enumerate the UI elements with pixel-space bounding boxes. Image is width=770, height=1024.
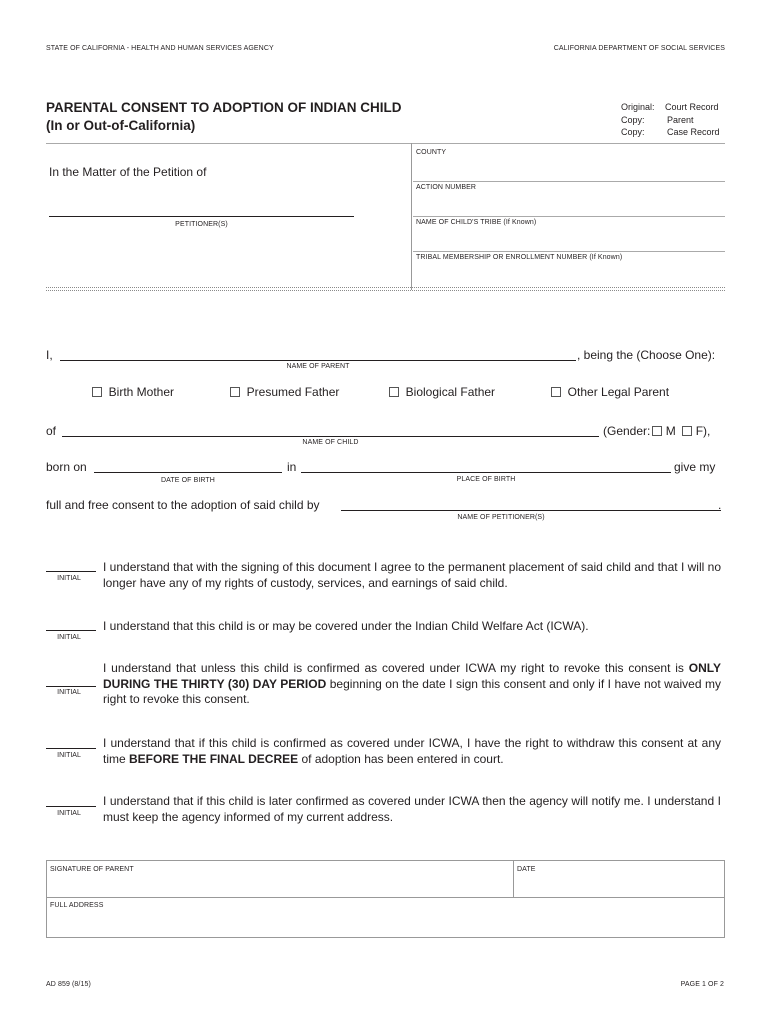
- matter-text: In the Matter of the Petition of: [49, 165, 207, 179]
- date-label: DATE: [517, 866, 536, 873]
- date-of-birth-label: DATE OF BIRTH: [161, 477, 215, 484]
- give-my-text: give my: [674, 460, 716, 474]
- initial-label: INITIAL: [57, 689, 81, 696]
- date-field[interactable]: [517, 876, 721, 896]
- consent-text: full and free consent to the adoption of said child by: [46, 498, 320, 512]
- clause-revoke-consent: I understand that unless this child is confirmed as covered under ICWA my right to revoke this consent is ONLY DURING THE THIRTY (30) DAY PERIOD beginning on the date I sign this consent and only if I have not waived my right to revoke this consent.: [103, 661, 722, 706]
- caption-top-rule: [46, 143, 725, 144]
- gender-m-checkbox[interactable]: [652, 426, 662, 436]
- full-address-label: FULL ADDRESS: [50, 902, 104, 909]
- clause-withdraw-consent: I understand that if this child is confirmed as covered under ICWA, I have the right to withdraw this consent at any time BEFORE THE FINAL DECREE of adoption has been entered in court.: [103, 736, 721, 766]
- page-number: PAGE 1 OF 2: [680, 981, 724, 988]
- caption-divider: [411, 143, 412, 290]
- initial-label: INITIAL: [57, 575, 81, 582]
- petitioners-label: PETITIONER(S): [175, 221, 228, 228]
- agency-header-left: STATE OF CALIFORNIA - HEALTH AND HUMAN SERVICES AGENCY: [46, 45, 274, 52]
- initial-label: INITIAL: [57, 810, 81, 817]
- in-text: in: [287, 460, 297, 474]
- tribe-label: NAME OF CHILD'S TRIBE (If Known): [416, 219, 537, 226]
- county-label: COUNTY: [416, 149, 447, 156]
- name-of-petitioners-label: NAME OF PETITIONER(S): [457, 514, 545, 521]
- caption-bottom-rule: [46, 287, 725, 288]
- distribution-row: Copy: Parent: [621, 114, 694, 125]
- option-birth-mother[interactable]: Birth Mother: [92, 385, 174, 399]
- born-on-text: born on: [46, 460, 87, 474]
- clause-permanent-placement: I understand that with the signing of this document I agree to the permanent placement of said child and that I will no longer have any of my rights of custody, services, and earnings of said child.: [103, 560, 721, 590]
- distribution-row: Original: Court Record: [621, 102, 719, 112]
- option-presumed-father[interactable]: Presumed Father: [230, 385, 339, 399]
- date-of-birth-field[interactable]: [94, 472, 282, 473]
- membership-label: TRIBAL MEMBERSHIP OR ENROLLMENT NUMBER (If Known): [416, 254, 623, 261]
- clause-icwa-coverage: I understand that this child is or may be covered under the Indian Child Welfare Act (ICWA).: [103, 619, 589, 633]
- action-number-field[interactable]: [413, 216, 725, 217]
- tribe-field[interactable]: [413, 251, 725, 252]
- gender-f-checkbox[interactable]: [682, 426, 692, 436]
- form-subtitle: (In or Out-of-California): [46, 118, 196, 133]
- option-biological-father[interactable]: Biological Father: [389, 385, 495, 399]
- signature-row-divider: [46, 897, 725, 898]
- initial-field[interactable]: [46, 630, 96, 631]
- signature-date-divider: [513, 860, 514, 898]
- initial-field[interactable]: [46, 806, 96, 807]
- child-name-field[interactable]: [62, 436, 599, 437]
- checkbox-icon[interactable]: [389, 387, 399, 397]
- parent-name-field[interactable]: [60, 360, 576, 361]
- checkbox-icon[interactable]: [230, 387, 240, 397]
- initial-label: INITIAL: [57, 752, 81, 759]
- option-other-legal-parent[interactable]: Other Legal Parent: [551, 385, 669, 399]
- place-of-birth-field[interactable]: [301, 472, 671, 473]
- action-number-label: ACTION NUMBER: [416, 184, 477, 191]
- i-prefix: I,: [46, 348, 53, 362]
- initial-field[interactable]: [46, 571, 96, 572]
- county-field[interactable]: [413, 181, 725, 182]
- consent-period: .: [718, 498, 722, 512]
- distribution-list: [621, 101, 720, 139]
- form-title: PARENTAL CONSENT TO ADOPTION OF INDIAN CHILD: [46, 100, 402, 115]
- checkbox-icon[interactable]: [92, 387, 102, 397]
- of-prefix: of: [46, 424, 57, 438]
- signature-label: SIGNATURE OF PARENT: [50, 866, 134, 873]
- agency-header-right: CALIFORNIA DEPARTMENT OF SOCIAL SERVICES: [553, 45, 725, 52]
- initial-label: INITIAL: [57, 634, 81, 641]
- name-of-child-label: NAME OF CHILD: [302, 439, 359, 446]
- place-of-birth-label: PLACE OF BIRTH: [456, 476, 516, 483]
- distribution-row: Copy: Case Record: [621, 127, 720, 137]
- form-number: AD 859 (8/15): [46, 981, 91, 988]
- gender-group: (Gender: M F),: [603, 424, 711, 438]
- petitioners-field[interactable]: [49, 216, 354, 217]
- initial-field[interactable]: [46, 686, 96, 687]
- clause-agency-notify: I understand that if this child is later confirmed as covered under ICWA then the agency will notify me. I understand I must keep the agency informed of my current address.: [103, 794, 721, 824]
- being-text: , being the (Choose One):: [577, 348, 716, 362]
- signature-field[interactable]: [50, 876, 510, 896]
- petitioners-name-field[interactable]: [341, 510, 721, 511]
- checkbox-icon[interactable]: [551, 387, 561, 397]
- initial-field[interactable]: [46, 748, 96, 749]
- caption-bottom-rule-2: [46, 290, 725, 291]
- name-of-parent-label: NAME OF PARENT: [286, 363, 350, 370]
- full-address-field[interactable]: [50, 912, 720, 936]
